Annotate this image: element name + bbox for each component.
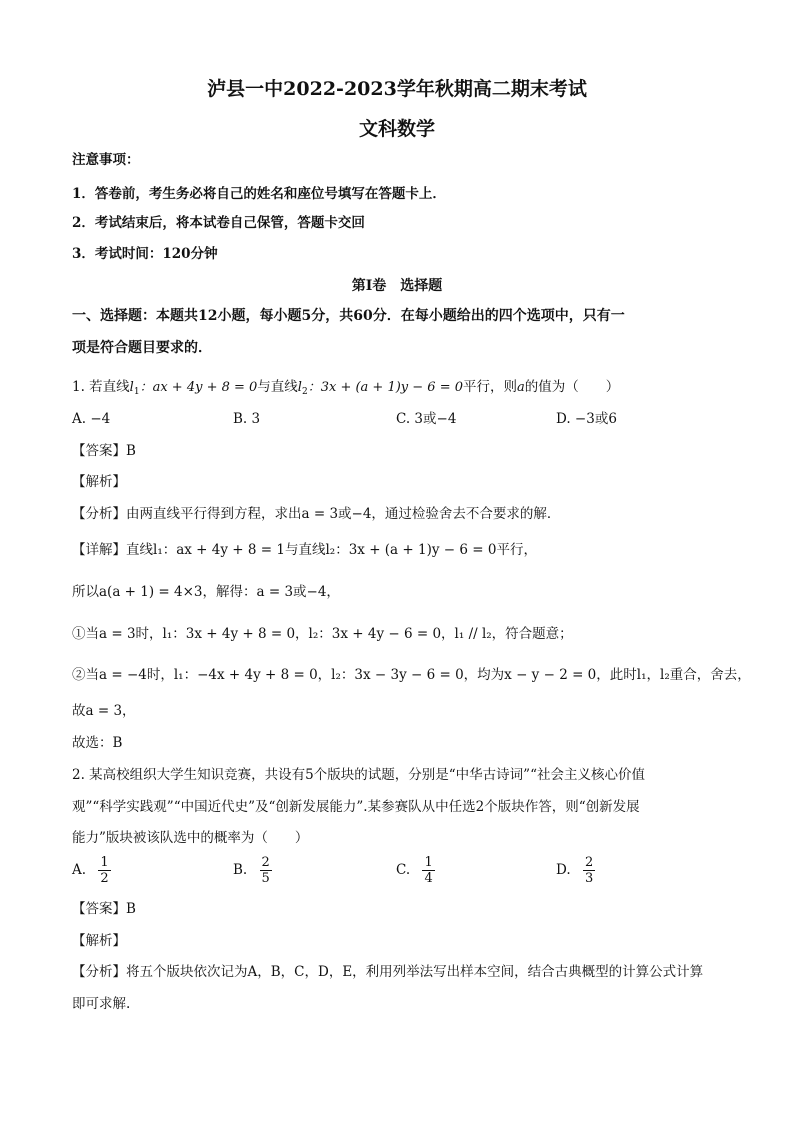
section-intro-line2: 项是符合题目要求的． bbox=[72, 340, 212, 356]
exam-title: 泸县一中2022-2023学年秋期高二期末考试 bbox=[207, 78, 587, 100]
q2-fenxi-line2: 即可求解. bbox=[72, 996, 131, 1012]
q1-fenxi: 【分析】由两直线平行得到方程，求出a = 3或−4，通过检验舍去不合要求的解． bbox=[72, 506, 561, 522]
q2-option-c: C. $\frac{1}{4}$ bbox=[396, 855, 433, 886]
exam-subject: 文科数学 bbox=[358, 118, 435, 140]
q2-fenxi-line1: 【分析】将五个版块依次记为A，B，C，D，E，利用列举法写出样本空间，结合古典概型的计算公式计算 bbox=[72, 964, 704, 980]
q1-conclusion: 故选：B bbox=[72, 735, 123, 751]
q1-stem: 1. 若直线$l_1$：ax + 4y + 8 = 0与直线$l_2$：3x + (a + 1)y − 6 = 0平行，则a的值为（ ） bbox=[72, 379, 620, 397]
q2-option-d: D. $\frac{2}{3}$ bbox=[556, 855, 594, 886]
section-title: 第I卷 选择题 bbox=[351, 278, 443, 294]
section-intro-line1: 一、选择题：本题共12小题，每小题5分，共60分．在每小题给出的四个选项中，只有一 bbox=[72, 308, 625, 324]
q2-option-a: A. $\frac{1}{2}$ bbox=[72, 855, 109, 886]
q1-step1: 所以a(a + 1) = 4×3，解得：a = 3或−4， bbox=[72, 584, 340, 600]
q1-eq1: ：ax + 4y + 8 = 0 bbox=[139, 380, 258, 395]
notice-item-2: 2．考试结束后，将本试卷自己保管，答题卡交回 bbox=[72, 215, 365, 231]
q2-stem-line2: 观”“科学实践观”“中国近代史”及“创新发展能力”.某参赛队从中任选2个版块作答，则“创新发展 bbox=[72, 799, 640, 815]
notice-heading: 注意事项： bbox=[72, 152, 140, 168]
notice-item-1: 1．答卷前，考生务必将自己的姓名和座位号填写在答题卡上． bbox=[72, 186, 446, 202]
q1-eq2: ：3x + (a + 1)y − 6 = 0 bbox=[307, 380, 463, 395]
notice-item-3: 3．考试时间：120分钟 bbox=[72, 246, 218, 262]
q1-option-c: C. 3或−4 bbox=[396, 411, 457, 427]
q2-answer: 【答案】B bbox=[72, 901, 136, 917]
q1-option-d: D. −3或6 bbox=[556, 411, 617, 427]
q2-stem-line1: 2. 某高校组织大学生知识竞赛，共设有5个版块的试题，分别是“中华古诗词”“社会主义核心价值 bbox=[72, 767, 645, 783]
q1-answer: 【答案】B bbox=[72, 443, 136, 459]
q1-step2: ①当a = 3时，l₁：3x + 4y + 8 = 0，l₂：3x + 4y − 6 = 0，l₁ // l₂，符合题意； bbox=[72, 626, 573, 642]
q1-option-b: B. 3 bbox=[233, 411, 261, 427]
q1-xiangjie: 【详解】直线l₁：ax + 4y + 8 = 1与直线l₂：3x + (a + 1)y − 6 = 0平行， bbox=[72, 542, 537, 558]
q1-option-a: A. −4 bbox=[72, 411, 111, 427]
q2-analysis-label: 【解析】 bbox=[72, 933, 126, 949]
q1-step4: 故a = 3， bbox=[72, 703, 136, 719]
q1-l1-symbol: $l_1$ bbox=[129, 380, 140, 397]
q1-step3: ②当a = −4时，l₁：−4x + 4y + 8 = 0，l₂：3x − 3y − 6 = 0，均为x − y − 2 = 0，此时l₁，l₂重合，舍去， bbox=[72, 667, 751, 683]
q2-option-b: B. $\frac{2}{5}$ bbox=[233, 855, 270, 886]
q1-l2-symbol: $l_2$ bbox=[297, 380, 308, 397]
q2-stem-line3: 能力”版块被该队选中的概率为（ ） bbox=[72, 830, 309, 846]
q1-analysis-label: 【解析】 bbox=[72, 474, 126, 490]
